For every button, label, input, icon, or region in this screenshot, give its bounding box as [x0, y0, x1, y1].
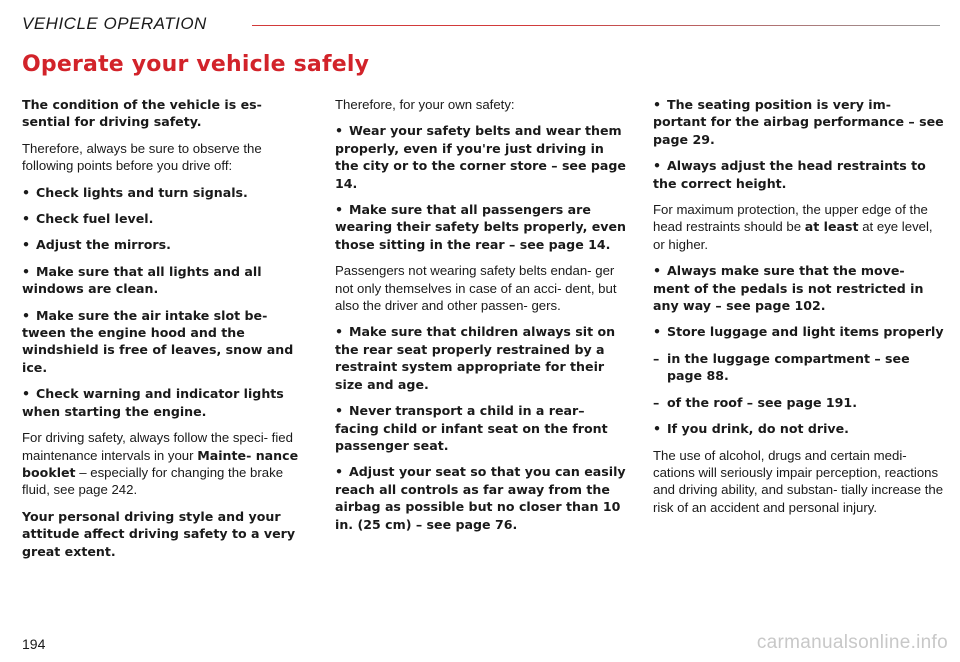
bullet-text: Never transport a child in a rear– facing child or infant seat on the front passenger seat. [335, 403, 608, 453]
bullet-text: Always adjust the head restraints to the correct height. [653, 158, 926, 191]
watermark: carmanualsonline.info [756, 632, 948, 653]
bullet-icon: • [653, 421, 662, 437]
bullet-icon: • [22, 184, 31, 200]
bullet-icon: • [653, 158, 662, 174]
bullet-icon: • [653, 97, 662, 112]
bullet-text: If you drink, do not drive. [667, 421, 849, 437]
bullet-item [22, 307, 312, 377]
bullet-item [653, 323, 945, 340]
dash-icon: – [653, 350, 660, 366]
paragraph: The use of alcohol, drugs and certain medi- cations will seriously impair perception, reactions and driving ability, and substan- tially increase the risk of an accident and personal injury. [653, 447, 944, 515]
maintenance-booklet-ref: Mainte- nance booklet [22, 447, 299, 480]
section-title: VEHICLE OPERATION [22, 14, 213, 33]
bullet-text: Store luggage and light items properly [667, 324, 944, 340]
paragraph: Therefore, for your own safety: [335, 97, 515, 112]
paragraph: Therefore, always be sure to observe the following points before you drive off: [22, 140, 262, 174]
bullet-text: Check fuel level. [36, 211, 154, 227]
page-number: 194 [22, 636, 46, 652]
bullet-item [653, 157, 945, 192]
bullet-item [653, 262, 945, 314]
bullet-text: Check warning and indicator lights when starting the engine. [22, 386, 284, 419]
bullet-icon: • [335, 324, 344, 340]
bullet-text: Make sure that children always sit on the rear seat properly restrained by a restraint system appropriate for their size and age. [335, 324, 616, 392]
bullet-text: Always make sure that the move- ment of the pedals is not restricted in any way – see page 102. [653, 263, 924, 314]
bullet-item [335, 463, 627, 533]
bullet-text: Check lights and turn signals. [36, 184, 248, 200]
column-3 [653, 96, 945, 525]
bullet-text: Adjust your seat so that you can easily reach all controls as far away from the airbag as possible but no closer than 10 in. (25 cm) – see page 76. [335, 464, 626, 532]
column-2 [335, 96, 627, 542]
bullet-icon: • [22, 263, 31, 279]
paragraph [22, 429, 312, 499]
bullet-item [653, 96, 945, 148]
bullet-icon: • [335, 202, 344, 218]
sub-item-text: of the roof – see page 191. [667, 394, 857, 410]
at-least-emphasis: at least [804, 219, 859, 235]
page-title: Operate your vehicle safely [22, 52, 370, 77]
text: at eye level, or higher. [653, 219, 933, 252]
bullet-icon: • [335, 123, 344, 139]
bullet-text: Adjust the mirrors. [36, 237, 171, 253]
bullet-icon: • [22, 237, 31, 253]
bullet-text: The seating position is very im- portant for the airbag performance – see page 29. [653, 97, 944, 147]
bullet-icon: • [653, 324, 662, 340]
bullet-icon: • [22, 211, 31, 227]
sub-item-text: in the luggage compartment – see page 88. [667, 350, 910, 384]
bullet-icon: • [653, 263, 662, 279]
dash-icon: – [653, 394, 660, 410]
bullet-item [22, 236, 312, 253]
sub-item [653, 350, 945, 385]
bullet-item [335, 122, 627, 192]
bullet-item [22, 210, 312, 227]
bullet-icon: • [335, 403, 344, 419]
bullet-item [22, 385, 312, 420]
bullet-item [335, 323, 627, 393]
bullet-icon: • [22, 386, 31, 402]
bullet-text: Make sure that all passengers are wearing their safety belts properly, even those sitting in the rear – see page 14. [335, 202, 627, 252]
paragraph: Passengers not wearing safety belts endan- ger not only themselves in case of an acci- dent, but also the driver and other passen- gers. [335, 263, 617, 314]
intro-heading: The condition of the vehicle is es- sential for driving safety. [22, 97, 262, 130]
text: For driving safety, always follow the speci- fied maintenance intervals in your [22, 430, 293, 463]
paragraph [653, 201, 945, 253]
bullet-item [335, 201, 627, 253]
bullet-text: Make sure that all lights and all windows are clean. [22, 263, 262, 297]
bullet-item [22, 184, 312, 201]
header-rule [252, 25, 940, 26]
emphasis-paragraph: Your personal driving style and your attitude affect driving safety to a very great extent. [22, 508, 296, 559]
bullet-icon: • [335, 464, 344, 480]
bullet-item [335, 402, 627, 454]
bullet-text: Wear your safety belts and wear them properly, even if you're just driving in the city or to the corner store – see page 14. [335, 123, 626, 191]
text: – especially for changing the brake fluid, see page 242. [22, 464, 284, 498]
bullet-item [22, 263, 312, 298]
column-1 [22, 96, 312, 569]
text: For maximum protection, the upper edge of the head restraints should be [653, 202, 928, 235]
section-header [22, 14, 940, 38]
bullet-item [653, 420, 945, 437]
bullet-text: Make sure the air intake slot be- tween the engine hood and the windshield is free of leaves, snow and ice. [22, 307, 294, 375]
bullet-icon: • [22, 307, 31, 323]
sub-item [653, 394, 945, 411]
